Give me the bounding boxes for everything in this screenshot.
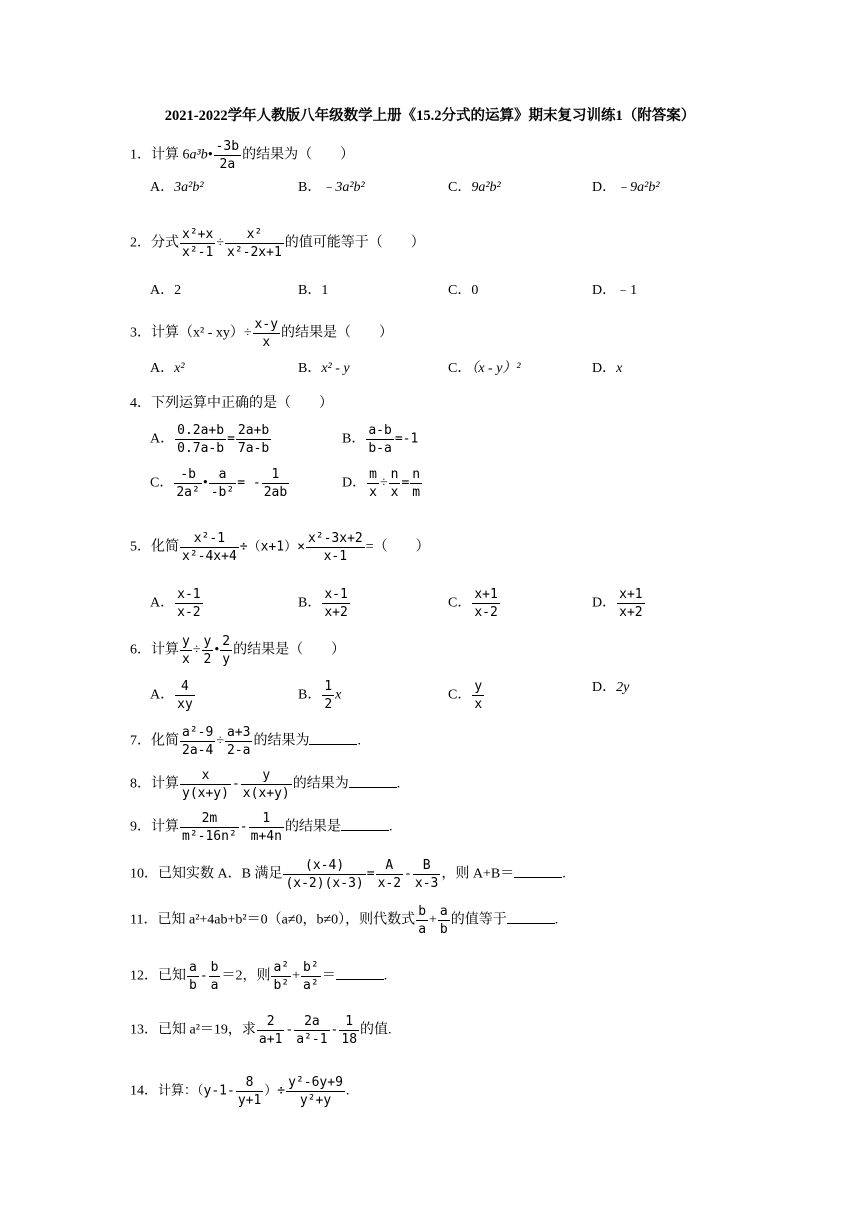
option-a[interactable]: A．x²: [150, 361, 185, 376]
fraction: $\frac{4}{xy}$: [177, 679, 193, 712]
fraction: $\frac{n}{m}$: [412, 467, 421, 500]
fraction: $\frac{\text{x²}}{\text{x²-2x+1}}$: [227, 227, 282, 260]
option-b[interactable]: B． $\frac{1}{2}$ x: [298, 679, 342, 712]
fraction: $\frac{y}{x(x+y)}$: [242, 768, 290, 801]
fraction: $\frac{1}{18}$: [341, 1014, 358, 1047]
fraction: $\frac{\text{b²}}{\text{a²}}$: [303, 960, 319, 993]
fraction: $\frac{2}{a+1}$: [258, 1014, 283, 1047]
question-9: 9．计算 $\frac{2m}{\text{m²-16n²}}$ - $\frac{1}{m+4n}$ 的结果是 .: [130, 811, 393, 844]
fraction: $\frac{1}{2ab}$: [263, 467, 288, 500]
fraction: $\frac{A}{x-2}$: [377, 858, 402, 891]
question-6: 6．计算 $\frac{y}{x}$ ÷ $\frac{y}{2}$ • $\frac{2}{y}$ 的结果是（ ）: [130, 634, 346, 667]
fraction: $\frac{x-y}{x}$: [254, 317, 279, 350]
question-2: 2．分式 $\frac{\text{x²+x}}{\text{x²-1}}$ ÷ $\frac{\text{x²}}{\text{x²-2x+1}}$ 的值可能等于（ ）: [130, 227, 425, 260]
option-a[interactable]: A． $\frac{4}{xy}$: [150, 679, 193, 712]
fraction: $\frac{a+3}{2-a}$: [227, 725, 251, 758]
fraction: $\frac{n}{x}$: [390, 467, 399, 500]
answer-blank[interactable]: [336, 978, 384, 980]
fraction: $\frac{a}{\text{-b²}}$: [210, 467, 235, 500]
option-a[interactable]: A．3a²b²: [150, 180, 204, 195]
answer-blank[interactable]: [341, 829, 389, 831]
option-d[interactable]: D．x: [592, 361, 623, 376]
fraction: $\frac{\text{x²+x}}{\text{x²-1}}$: [182, 227, 214, 260]
fraction: $\frac{a}{b}$: [439, 904, 448, 937]
question-13: 13．已知 a²＝19，求 $\frac{2}{a+1}$ - $\frac{2a}{\text{a²-1}}$ - $\frac{1}{18}$ 的值.: [130, 1014, 392, 1047]
fraction: $\frac{\text{a²-9}}{2a-4}$: [182, 725, 214, 758]
page-title: 2021-2022学年人教版八年级数学上册《15.2分式的运算》期末复习训练1（附答案）: [164, 108, 696, 124]
option-a[interactable]: A． $\frac{x-1}{x-2}$: [150, 587, 201, 620]
option-c[interactable]: C．9a²b²: [448, 180, 501, 195]
fraction: $\frac{(x-4)}{(x-2)(x-3)}$: [285, 858, 364, 891]
question-10: 10．已知实数 A．B 满足 $\frac{(x-4)}{(x-2)(x-3)}$ = $\frac{A}{x-2}$ - $\frac{B}{x-3}$ ，则 A+B＝ .: [130, 858, 566, 891]
fraction: $\frac{m}{x}$: [369, 467, 377, 500]
question-1: 1．计算 6a³b• $\frac{-3b}{2a}$ 的结果为（ ）: [130, 139, 355, 172]
answer-blank[interactable]: [507, 922, 555, 924]
option-d[interactable]: D．﹣9a²b²: [592, 180, 660, 195]
option-a[interactable]: A． $\frac{0.2a+b}{0.7a-b}$ = $\frac{2a+b}{7a-b}$: [150, 423, 270, 456]
question-7: 7．化简 $\frac{\text{a²-9}}{2a-4}$ ÷ $\frac{a+3}{2-a}$ 的结果为 .: [130, 725, 361, 758]
fraction: $\frac{-b}{\text{2a²}}$: [176, 467, 200, 500]
option-b[interactable]: B．1: [298, 283, 329, 298]
option-c[interactable]: C．（x - y）²: [448, 361, 521, 376]
fraction: $\frac{\text{x²-3x+2}}{x-1}$: [307, 531, 363, 564]
option-c[interactable]: C． $\frac{x+1}{x-2}$: [448, 587, 498, 620]
answer-blank[interactable]: [309, 743, 357, 745]
option-b[interactable]: B．﹣3a²b²: [298, 180, 365, 195]
option-d[interactable]: D． $\frac{x+1}{x+2}$: [592, 587, 643, 620]
fraction: $\frac{b}{a}$: [418, 904, 427, 937]
option-d[interactable]: D．2y: [592, 680, 630, 695]
fraction: $\frac{8}{y+1}$: [237, 1075, 262, 1108]
fraction: $\frac{\text{a²}}{\text{b²}}$: [273, 960, 290, 993]
answer-blank[interactable]: [349, 786, 397, 788]
question-14: 14．计算：（y-1- $\frac{8}{y+1}$ ）÷ $\frac{\text{y²-6y+9}}{\text{y²+y}}$ .: [130, 1075, 350, 1108]
option-b[interactable]: B． $\frac{x-1}{x+2}$: [298, 587, 348, 620]
fraction: $\frac{y}{2}$: [203, 634, 212, 667]
fraction: $\frac{2}{y}$: [222, 634, 231, 667]
answer-blank[interactable]: [514, 876, 562, 878]
question-5: 5．化简 $\frac{\text{x²-1}}{\text{x²-4x+4}}$ ÷（x+1）× $\frac{\text{x²-3x+2}}{x-1}$ =（ ）: [130, 531, 430, 564]
question-4: 4．下列运算中正确的是（ ）: [130, 396, 333, 411]
question-8: 8．计算 $\frac{x}{y(x+y)}$ - $\frac{y}{x(x+y)}$ 的结果为 .: [130, 768, 401, 801]
fraction: $\frac{a}{b}$: [189, 960, 197, 993]
option-c[interactable]: C． $\frac{-b}{\text{2a²}}$ • $\frac{a}{\text{-b²}}$ = - $\frac{1}{2ab}$: [150, 467, 288, 500]
option-a[interactable]: A．2: [150, 283, 182, 298]
fraction: $\frac{B}{x-3}$: [414, 858, 439, 891]
question-3: 3．计算（x² - xy）÷ $\frac{x-y}{x}$ 的结果是（ ）: [130, 317, 394, 350]
fraction: $\frac{0.2a+b}{0.7a-b}$: [177, 423, 225, 456]
fraction: $\frac{x+1}{x-2}$: [474, 587, 498, 620]
option-d[interactable]: D．﹣1: [592, 283, 638, 298]
option-b[interactable]: B． $\frac{a-b}{b-a}$ =-1: [342, 423, 419, 456]
fraction: $\frac{x-1}{x+2}$: [324, 587, 348, 620]
fraction: $\frac{a-b}{b-a}$: [368, 423, 392, 456]
fraction: $\frac{x}{y(x+y)}$: [182, 768, 229, 801]
fraction: $\frac{\text{y²-6y+9}}{\text{y²+y}}$: [288, 1075, 343, 1108]
fraction: $\frac{1}{2}$: [324, 679, 333, 712]
fraction: $\frac{2a}{\text{a²-1}}$: [296, 1014, 328, 1047]
question-12: 12．已知 $\frac{a}{b}$ - $\frac{b}{a}$ ＝2，则 $\frac{\text{a²}}{\text{b²}}$ + $\frac{\text{b²}}{\text{a²}}$ ＝ .: [130, 960, 388, 993]
option-b[interactable]: B．x² - y: [298, 361, 350, 376]
fraction: $\frac{2a+b}{7a-b}$: [237, 423, 270, 456]
fraction: $\frac{y}{x}$: [182, 634, 190, 667]
fraction: $\frac{\text{x²-1}}{\text{x²-4x+4}}$: [182, 531, 237, 564]
fraction: $\frac{x-1}{x-2}$: [177, 587, 201, 620]
fraction: $\frac{x+1}{x+2}$: [619, 587, 643, 620]
fraction: $\frac{2m}{\text{m²-16n²}}$: [182, 811, 237, 844]
question-11: 11．已知 a²+4ab+b²＝0（a≠0，b≠0），则代数式 $\frac{b}{a}$ + $\frac{a}{b}$ 的值等于 .: [130, 904, 559, 937]
option-d[interactable]: D． $\frac{m}{x}$ ÷ $\frac{n}{x}$ = $\frac{n}{m}$: [342, 467, 421, 500]
fraction: $\frac{-3b}{2a}$: [215, 139, 240, 172]
option-c[interactable]: C．0: [448, 283, 479, 298]
option-c[interactable]: C． $\frac{y}{x}$: [448, 679, 483, 712]
fraction: $\frac{b}{a}$: [210, 960, 219, 993]
fraction: $\frac{1}{m+4n}$: [250, 811, 282, 844]
fraction: $\frac{y}{x}$: [474, 679, 483, 712]
